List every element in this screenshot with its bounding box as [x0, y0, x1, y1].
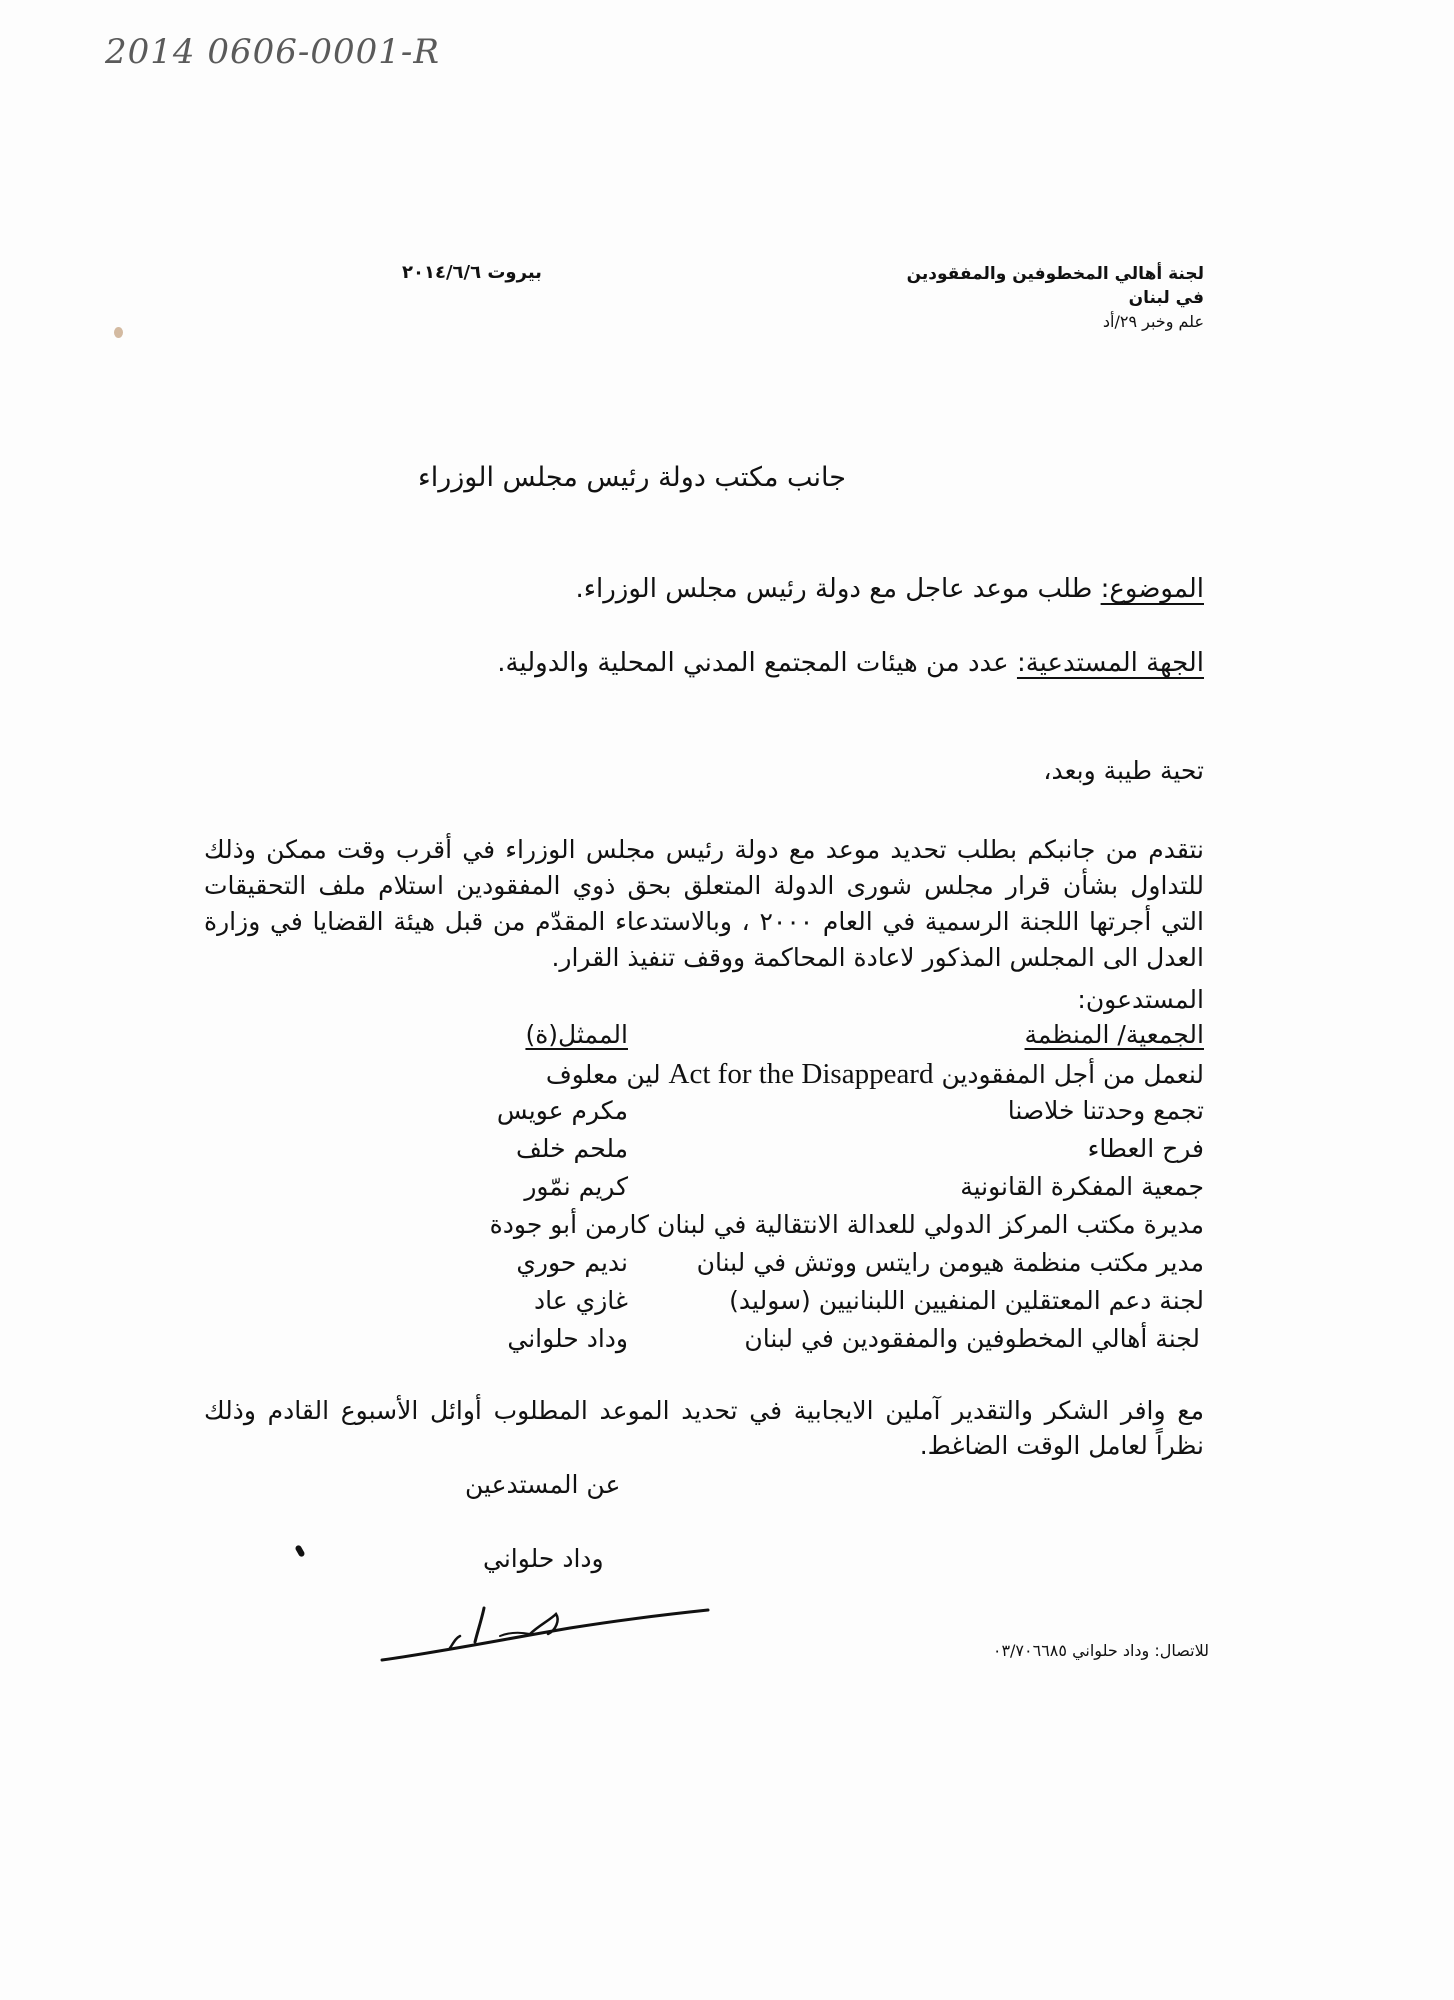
invitee-representative: وداد حلواني — [507, 1324, 628, 1353]
closing-paragraph: مع وافر الشكر والتقدير آملين الايجابية في تحديد الموعد المطلوب أوائل الأسبوع القادم وذلك نظراً لعامل الوقت الضاغط. — [204, 1396, 1204, 1460]
ink-mark — [294, 1544, 305, 1557]
column-header-organization: الجمعية/ المنظمة — [1024, 1020, 1204, 1049]
invitee-organization: فرح العطاء — [1087, 1134, 1204, 1163]
signer-name: وداد حلواني — [483, 1544, 604, 1573]
inviting-party-text: عدد من هيئات المجتمع المدني المحلية والدولية. — [497, 648, 1017, 678]
invitee-row — [546, 1058, 1204, 1091]
handwritten-reference-number: 2014 0606-0001-R — [105, 32, 440, 72]
invitee-row — [697, 1248, 1204, 1277]
invitee-organization: مدير مكتب منظمة هيومن رايتس ووتش في لبنان — [696, 1248, 1204, 1277]
sender-name-line1: لجنة أهالي المخطوفين والمفقودين — [906, 264, 1204, 284]
invitee-organization: مديرة مكتب المركز الدولي للعدالة الانتقالية في لبنان — [656, 1210, 1204, 1239]
invitee-representative: غازي عاد — [534, 1286, 628, 1315]
invitee-organization: جمعية المفكرة القانونية — [960, 1172, 1204, 1201]
letter-date: بيروت ٢٠١٤/٦/٦ — [402, 262, 542, 283]
subject-text: طلب موعد عاجل مع دولة رئيس مجلس الوزراء. — [575, 574, 1101, 604]
invitees-label: المستدعون: — [1077, 985, 1204, 1014]
invitee-organization: تجمع وحدتنا خلاصنا — [1007, 1096, 1204, 1125]
sender-block — [907, 262, 1204, 334]
recipient-line — [0, 462, 1454, 493]
invitee-representative: كريم نمّور — [524, 1172, 628, 1201]
inviting-party-label: الجهة المستدعية: — [1016, 648, 1204, 678]
on-behalf-line: عن المستدعين — [465, 1470, 621, 1499]
sender-name-line2: في لبنان — [1128, 288, 1204, 308]
invitee-representative: ملحم خلف — [516, 1134, 628, 1163]
recipient-text: جانب مكتب دولة رئيس مجلس الوزراء — [418, 462, 846, 493]
contact-line: للاتصال: وداد حلواني ٠٣/٧٠٦٦٨٥ — [992, 1641, 1209, 1660]
column-header-representative: الممثل(ة) — [525, 1020, 628, 1049]
invitee-organization: لنعمل من أجل المفقودين — [941, 1060, 1204, 1089]
subject-line — [576, 574, 1204, 604]
invitee-organization-english: Act for the Disappeard — [668, 1058, 934, 1090]
sender-registration: علم وخبر ٢٩/أد — [1102, 312, 1204, 331]
invitee-row — [1008, 1096, 1204, 1125]
invitee-representative: مكرم عويس — [496, 1096, 628, 1125]
handwritten-signature — [380, 1590, 710, 1670]
invitee-row — [1088, 1134, 1204, 1163]
invitee-representative: نديم حوري — [516, 1248, 628, 1277]
paper-stain — [114, 327, 123, 338]
invitee-representative: كارمن أبو جودة — [489, 1210, 649, 1239]
body-paragraph: نتقدم من جانبكم بطلب تحديد موعد مع دولة رئيس مجلس الوزراء في أقرب وقت ممكن وذلك للتداول بشأن قرار مجلس شورى الدولة المتعلق بحق ذوي المفقودين استلام ملف التحقيقات التي أجرتها اللجنة الرسمية في العام ٢٠٠٠ ، وبالاستدعاء المقدّم من قبل هيئة القضايا في وزارة العدل الى المجلس المذكور لاعادة المحاكمة ووقف تنفيذ القرار. — [204, 835, 1204, 972]
inviting-party-line — [497, 648, 1204, 678]
invitee-row — [960, 1172, 1204, 1201]
invitee-representative: لين معلوف — [545, 1060, 661, 1089]
subject-label: الموضوع: — [1100, 574, 1204, 604]
invitee-row — [744, 1324, 1200, 1353]
invitee-organization: لجنة دعم المعتقلين المنفيين اللبنانيين (سوليد) — [729, 1286, 1204, 1315]
invitee-row — [490, 1210, 1204, 1239]
invitee-row — [729, 1286, 1204, 1315]
greeting: تحية طيبة وبعد، — [1043, 756, 1204, 785]
invitee-organization: لجنة أهالي المخطوفين والمفقودين في لبنان — [744, 1324, 1200, 1353]
